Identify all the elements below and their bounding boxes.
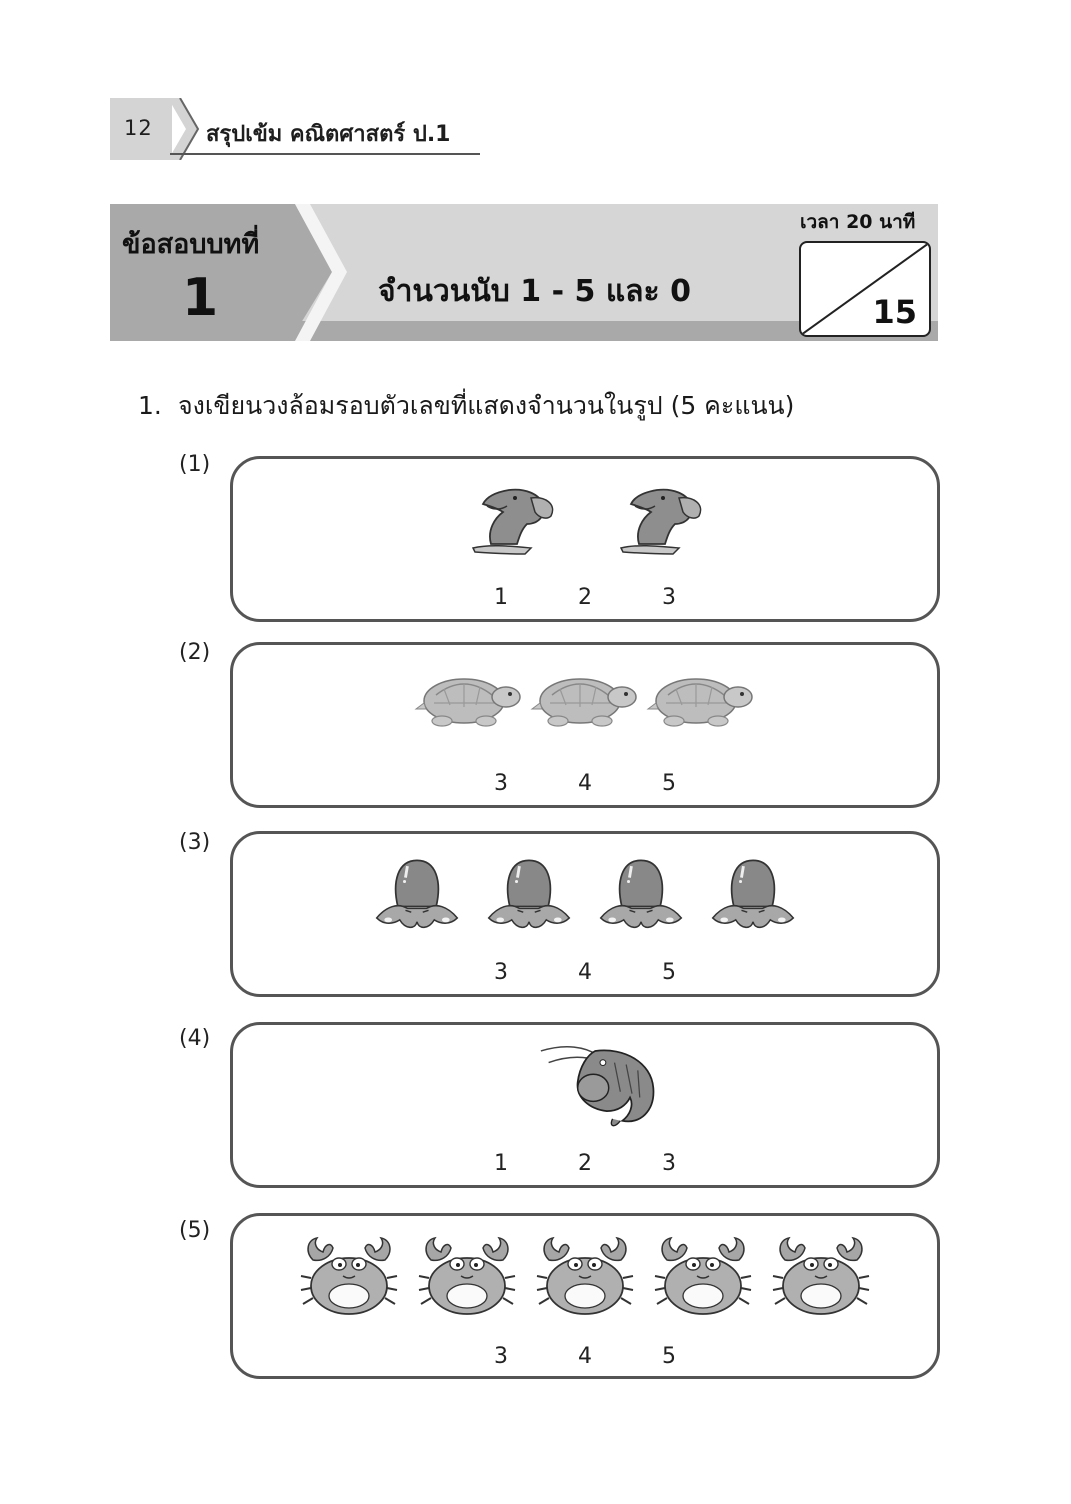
question-number: 1.	[138, 391, 162, 420]
turtle-icon	[646, 667, 756, 731]
choice-option[interactable]: 2	[578, 585, 592, 610]
item-1-label: (1)	[179, 452, 211, 477]
item-3-choices	[233, 960, 937, 985]
shrimp-icon	[537, 1033, 663, 1131]
turtle-icon	[530, 667, 640, 731]
crab-icon	[298, 1230, 400, 1320]
item-1-choices	[233, 585, 937, 610]
item-3-label: (3)	[179, 830, 211, 855]
choice-option[interactable]: 3	[662, 1151, 676, 1176]
test-banner	[110, 204, 938, 341]
item-5-choices	[233, 1344, 937, 1369]
test-label: ข้อสอบบทที่	[122, 229, 260, 260]
crab-icon	[416, 1230, 518, 1320]
item-2-box	[230, 642, 940, 808]
book-title: สรุปเข้ม คณิตศาสตร์ ป.1	[206, 122, 451, 147]
choice-option[interactable]: 3	[494, 960, 508, 985]
time-limit: เวลา 20 นาที	[800, 211, 916, 233]
question-1	[138, 386, 794, 426]
choice-option[interactable]: 1	[494, 1151, 508, 1176]
item-5-pictures	[233, 1230, 937, 1320]
choice-option[interactable]: 2	[578, 1151, 592, 1176]
item-2-label: (2)	[179, 640, 211, 665]
octopus-icon	[705, 852, 801, 934]
choice-option[interactable]: 3	[662, 585, 676, 610]
choice-option[interactable]: 5	[662, 771, 676, 796]
page-header	[110, 98, 480, 160]
choice-option[interactable]: 3	[494, 1344, 508, 1369]
test-number: 1	[182, 268, 219, 328]
dolphin-icon	[609, 477, 709, 559]
header-underline	[170, 153, 480, 155]
item-2-pictures	[233, 667, 937, 731]
item-2-choices	[233, 771, 937, 796]
crab-icon	[534, 1230, 636, 1320]
score-total: 15	[872, 293, 917, 331]
item-5-box	[230, 1213, 940, 1379]
page-number-box	[110, 98, 172, 160]
crab-icon	[770, 1230, 872, 1320]
octopus-icon	[481, 852, 577, 934]
question-text: จงเขียนวงล้อมรอบตัวเลขที่แสดงจำนวนในรูป	[178, 391, 663, 420]
item-3-pictures	[233, 852, 937, 934]
turtle-icon	[414, 667, 524, 731]
crab-icon	[652, 1230, 754, 1320]
question-points: (5 คะแนน)	[670, 391, 795, 420]
item-4-label: (4)	[179, 1026, 211, 1051]
item-1-box	[230, 456, 940, 622]
dolphin-icon	[461, 477, 561, 559]
item-4-box	[230, 1022, 940, 1188]
choice-option[interactable]: 5	[662, 960, 676, 985]
topic-title: จำนวนนับ 1 - 5 และ 0	[378, 274, 691, 309]
item-4-pictures	[233, 1033, 937, 1131]
item-5-label: (5)	[179, 1218, 211, 1243]
item-3-box	[230, 831, 940, 997]
octopus-icon	[593, 852, 689, 934]
score-box	[799, 241, 931, 337]
item-1-pictures	[233, 477, 937, 559]
octopus-icon	[369, 852, 465, 934]
choice-option[interactable]: 5	[662, 1344, 676, 1369]
choice-option[interactable]: 4	[578, 1344, 592, 1369]
choice-option[interactable]: 4	[578, 771, 592, 796]
choice-option[interactable]: 4	[578, 960, 592, 985]
choice-option[interactable]: 1	[494, 585, 508, 610]
chevron-divider-icon	[168, 98, 208, 160]
item-4-choices	[233, 1151, 937, 1176]
page-number: 12	[124, 116, 153, 140]
choice-option[interactable]: 3	[494, 771, 508, 796]
